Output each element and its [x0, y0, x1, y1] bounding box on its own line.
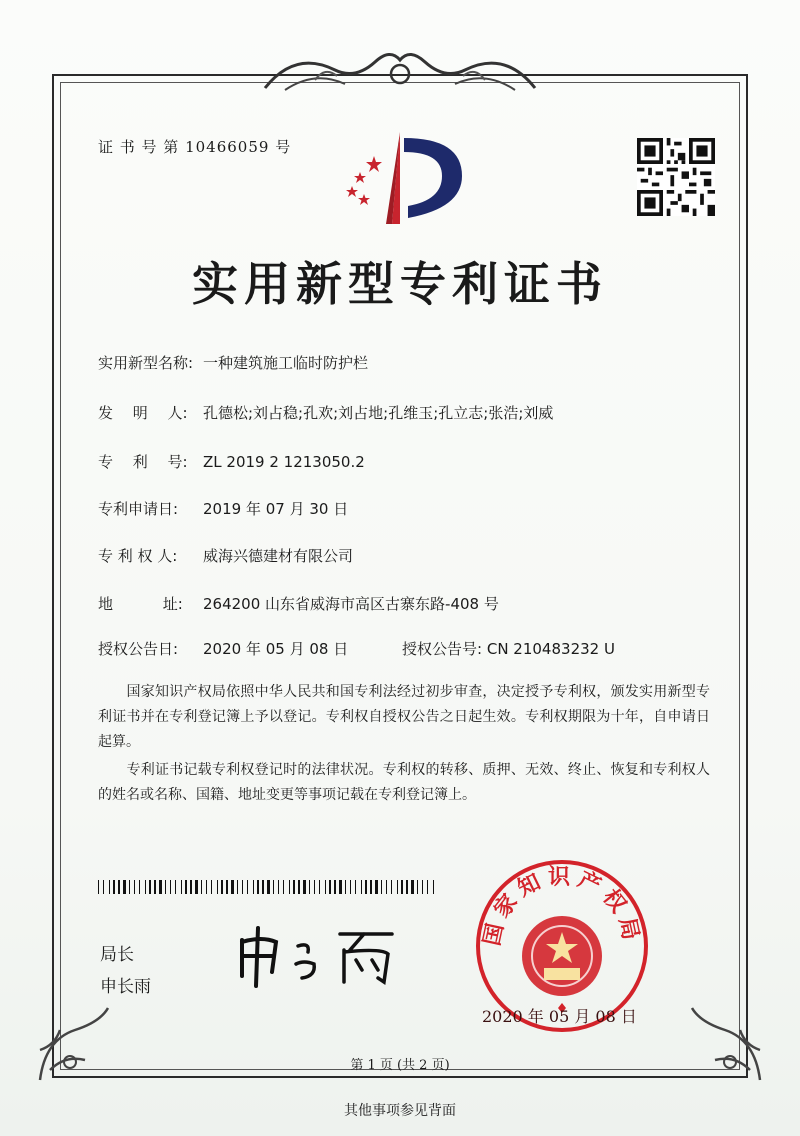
barcode-bar [253, 880, 254, 894]
certificate-number: 证 书 号 第 10466059 号 [98, 138, 292, 156]
barcode-bar [211, 880, 212, 894]
barcode-bar [154, 880, 156, 894]
barcode-bar [257, 880, 259, 894]
barcode-bar [273, 880, 274, 894]
barcode-bar [242, 880, 243, 894]
barcode-bar [329, 880, 331, 894]
barcode-bar [221, 880, 223, 894]
barcode-bar [433, 880, 434, 894]
barcode-bar [113, 880, 115, 894]
barcode-bar [175, 880, 176, 894]
barcode-bar [417, 880, 418, 894]
barcode-bar [206, 880, 207, 894]
field-filing-date [98, 498, 348, 519]
barcode-bar [339, 880, 342, 894]
barcode-bar [98, 880, 99, 894]
footer-note: 其他事项参见背面 [344, 1103, 456, 1119]
barcode-bar [118, 880, 120, 894]
field-label: 授权公告日: [98, 640, 179, 658]
barcode-bar [427, 880, 428, 894]
seal-date: 2020 年 05 月 08 日 [482, 1007, 637, 1026]
barcode-bar [109, 880, 110, 894]
director-signature-icon [232, 920, 402, 990]
field-patentee [98, 545, 353, 566]
top-ornament-icon [255, 40, 545, 102]
field-value: 一种建筑施工临时防护栏 [203, 354, 369, 372]
field-value: 2020 年 05 月 08 日 [203, 640, 349, 658]
barcode-bar [217, 880, 218, 894]
barcode-bar [283, 880, 284, 894]
barcode-bar [391, 880, 392, 894]
barcode-bar [181, 880, 182, 894]
barcode-bar [185, 880, 187, 894]
field-value: 264200 山东省威海市高区古寨东路-408 号 [203, 595, 499, 613]
barcode-bar [397, 880, 398, 894]
field-label: 专 利 号: [98, 453, 188, 471]
barcode-bar [237, 880, 238, 894]
barcode-bar [411, 880, 414, 894]
seal-text: 国家知识产权局 [479, 865, 645, 949]
field-label: 实用新型名称: [98, 354, 194, 372]
field-grant-date [98, 638, 348, 659]
bottom-left-ornament-icon [30, 1000, 120, 1090]
field-value: 2019 年 07 月 30 日 [203, 500, 349, 518]
barcode-bar [293, 880, 295, 894]
director-role: 局长 [100, 945, 134, 965]
barcode-bar [226, 880, 228, 894]
paragraph-grant-statement: 国家知识产权局依照中华人民共和国专利法经过初步审查，决定授予专利权，颁发实用新型专利证书并在专利登记簿上予以登记。专利权自授权公告之日起生效。专利权期限为十年，自申请日起算。 [98, 684, 710, 750]
field-inventors [98, 402, 553, 423]
barcode [98, 880, 438, 894]
barcode-bar [170, 880, 171, 894]
barcode-bar [303, 880, 306, 894]
field-value: ZL 2019 2 1213050.2 [203, 453, 365, 471]
barcode-bar [345, 880, 346, 894]
field-grant-number [402, 638, 615, 659]
barcode-bar [278, 880, 279, 894]
barcode-bar [298, 880, 300, 894]
field-label: 授权公告号: [402, 640, 483, 658]
bottom-right-ornament-icon [680, 1000, 770, 1090]
barcode-bar [361, 880, 362, 894]
barcode-bar [129, 880, 130, 894]
barcode-bar [325, 880, 326, 894]
field-label: 专利申请日: [98, 500, 179, 518]
certificate-title: 实用新型专利证书 [192, 257, 608, 311]
barcode-bar [370, 880, 372, 894]
field-utility-model-name [98, 352, 368, 373]
barcode-bar [123, 880, 126, 894]
barcode-bar [190, 880, 192, 894]
field-value: CN 210483232 U [486, 640, 615, 658]
barcode-bar [314, 880, 315, 894]
field-address [98, 593, 499, 614]
field-label: 专 利 权 人: [98, 547, 178, 565]
barcode-bar [386, 880, 387, 894]
barcode-bar [267, 880, 270, 894]
page-number: 第 1 页 (共 2 页) [350, 1058, 450, 1073]
barcode-bar [262, 880, 264, 894]
field-label: 地 址: [98, 595, 183, 613]
barcode-bar [365, 880, 367, 894]
barcode-bar [139, 880, 140, 894]
barcode-bar [355, 880, 356, 894]
field-value: 孔德松;刘占稳;孔欢;刘占地;孔维玉;孔立志;张浩;刘威 [203, 404, 554, 422]
barcode-bar [149, 880, 151, 894]
barcode-bar [134, 880, 135, 894]
barcode-bar [103, 880, 104, 894]
barcode-bar [247, 880, 248, 894]
field-label: 发 明 人: [98, 404, 188, 422]
barcode-bar [309, 880, 310, 894]
director-name: 申长雨 [100, 977, 151, 997]
barcode-bar [381, 880, 382, 894]
barcode-bar [201, 880, 202, 894]
field-patent-number [98, 451, 365, 472]
barcode-bar [350, 880, 351, 894]
barcode-bar [406, 880, 408, 894]
barcode-bar [145, 880, 146, 894]
barcode-bar [231, 880, 234, 894]
barcode-bar [334, 880, 336, 894]
field-value: 威海兴德建材有限公司 [203, 547, 354, 565]
paragraph-legal-status: 专利证书记载专利权登记时的法律状况。专利权的转移、质押、无效、终止、恢复和专利权人的姓名或名称、国籍、地址变更等事项记载在专利登记簿上。 [98, 762, 710, 803]
barcode-bar [319, 880, 320, 894]
barcode-bar [165, 880, 166, 894]
barcode-bar [422, 880, 423, 894]
barcode-bar [195, 880, 198, 894]
barcode-bar [289, 880, 290, 894]
patent-office-emblem-icon [338, 128, 468, 228]
barcode-bar [401, 880, 403, 894]
barcode-bar [159, 880, 162, 894]
barcode-bar [375, 880, 378, 894]
qr-code [637, 138, 715, 216]
